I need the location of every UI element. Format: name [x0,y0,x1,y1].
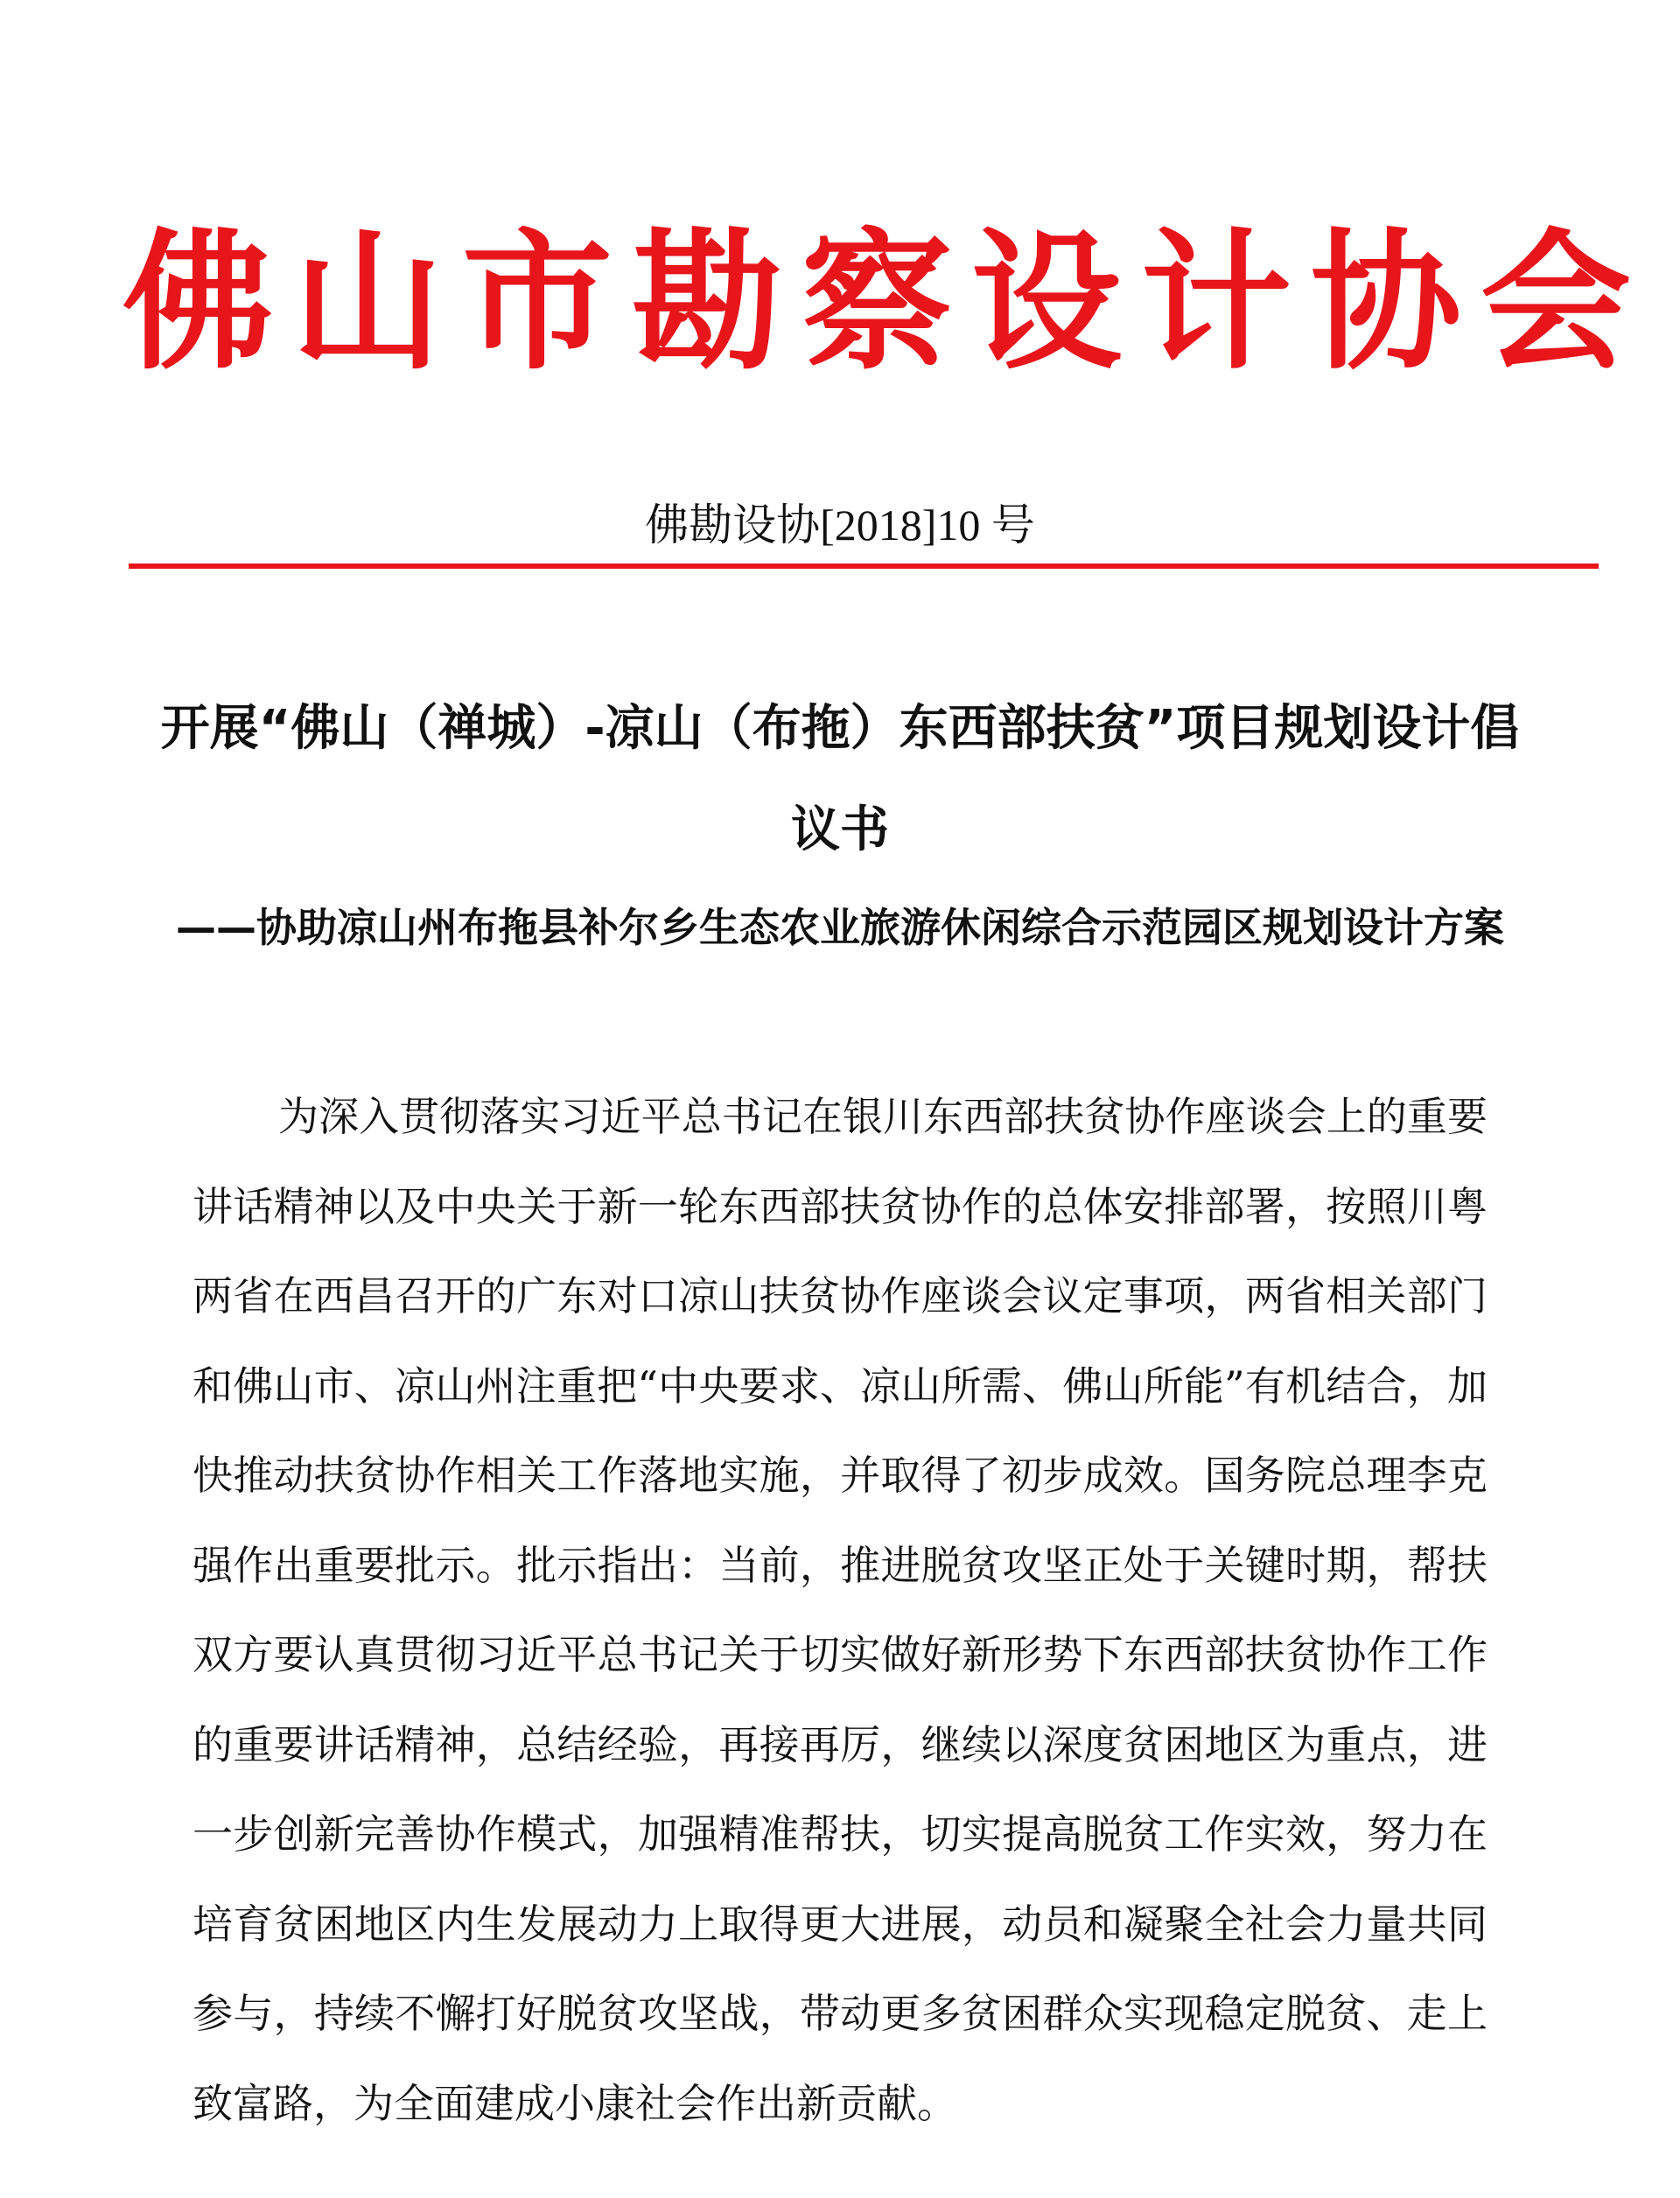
organization-header: 佛山市勘察设计协会 [122,213,1650,390]
red-divider-line [129,564,1599,569]
document-title: 开展“佛山（禅城）-凉山（布拖）东西部扶贫”项目规划设计倡议书 [160,700,1520,858]
document-subtitle: ——协助凉山州布拖县补尔乡生态农业旅游休闲综合示范园区规划设计方案 [176,904,1504,951]
body-paragraph: 为深入贯彻落实习近平总书记在银川东西部扶贫协作座谈会上的重要讲话精神以及中央关于新一轮东西部扶贫协作的总体安排部署，按照川粤两省在西昌召开的广东对口凉山扶贫协作座谈会议定事项，两省相关部门和佛山市、凉山州注重把“中央要求、凉山所需、佛山所能”有机结合，加快推动扶贫协作相关工作落地实施，并取得了初步成效。国务院总理李克强作出重要批示。批示指出：当前，推进脱贫攻坚正处于关键时期，帮扶双方要认真贯彻习近平总书记关于切实做好新形势下东西部扶贫协作工作的重要讲话精神，总结经验，再接再厉，继续以深度贫困地区为重点，进一步创新完善协作模式，加强精准帮扶，切实提高脱贫工作实效，努力在培育贫困地区内生发展动力上取得更大进展，动员和凝聚全社会力量共同参与，持续不懈打好脱贫攻坚战，带动更多贫困群众实现稳定脱贫、走上致富路，为全面建成小康社会作出新贡献。 [192,1093,1488,2127]
document-number: 佛勘设协[2018]10 号 [645,500,1035,550]
